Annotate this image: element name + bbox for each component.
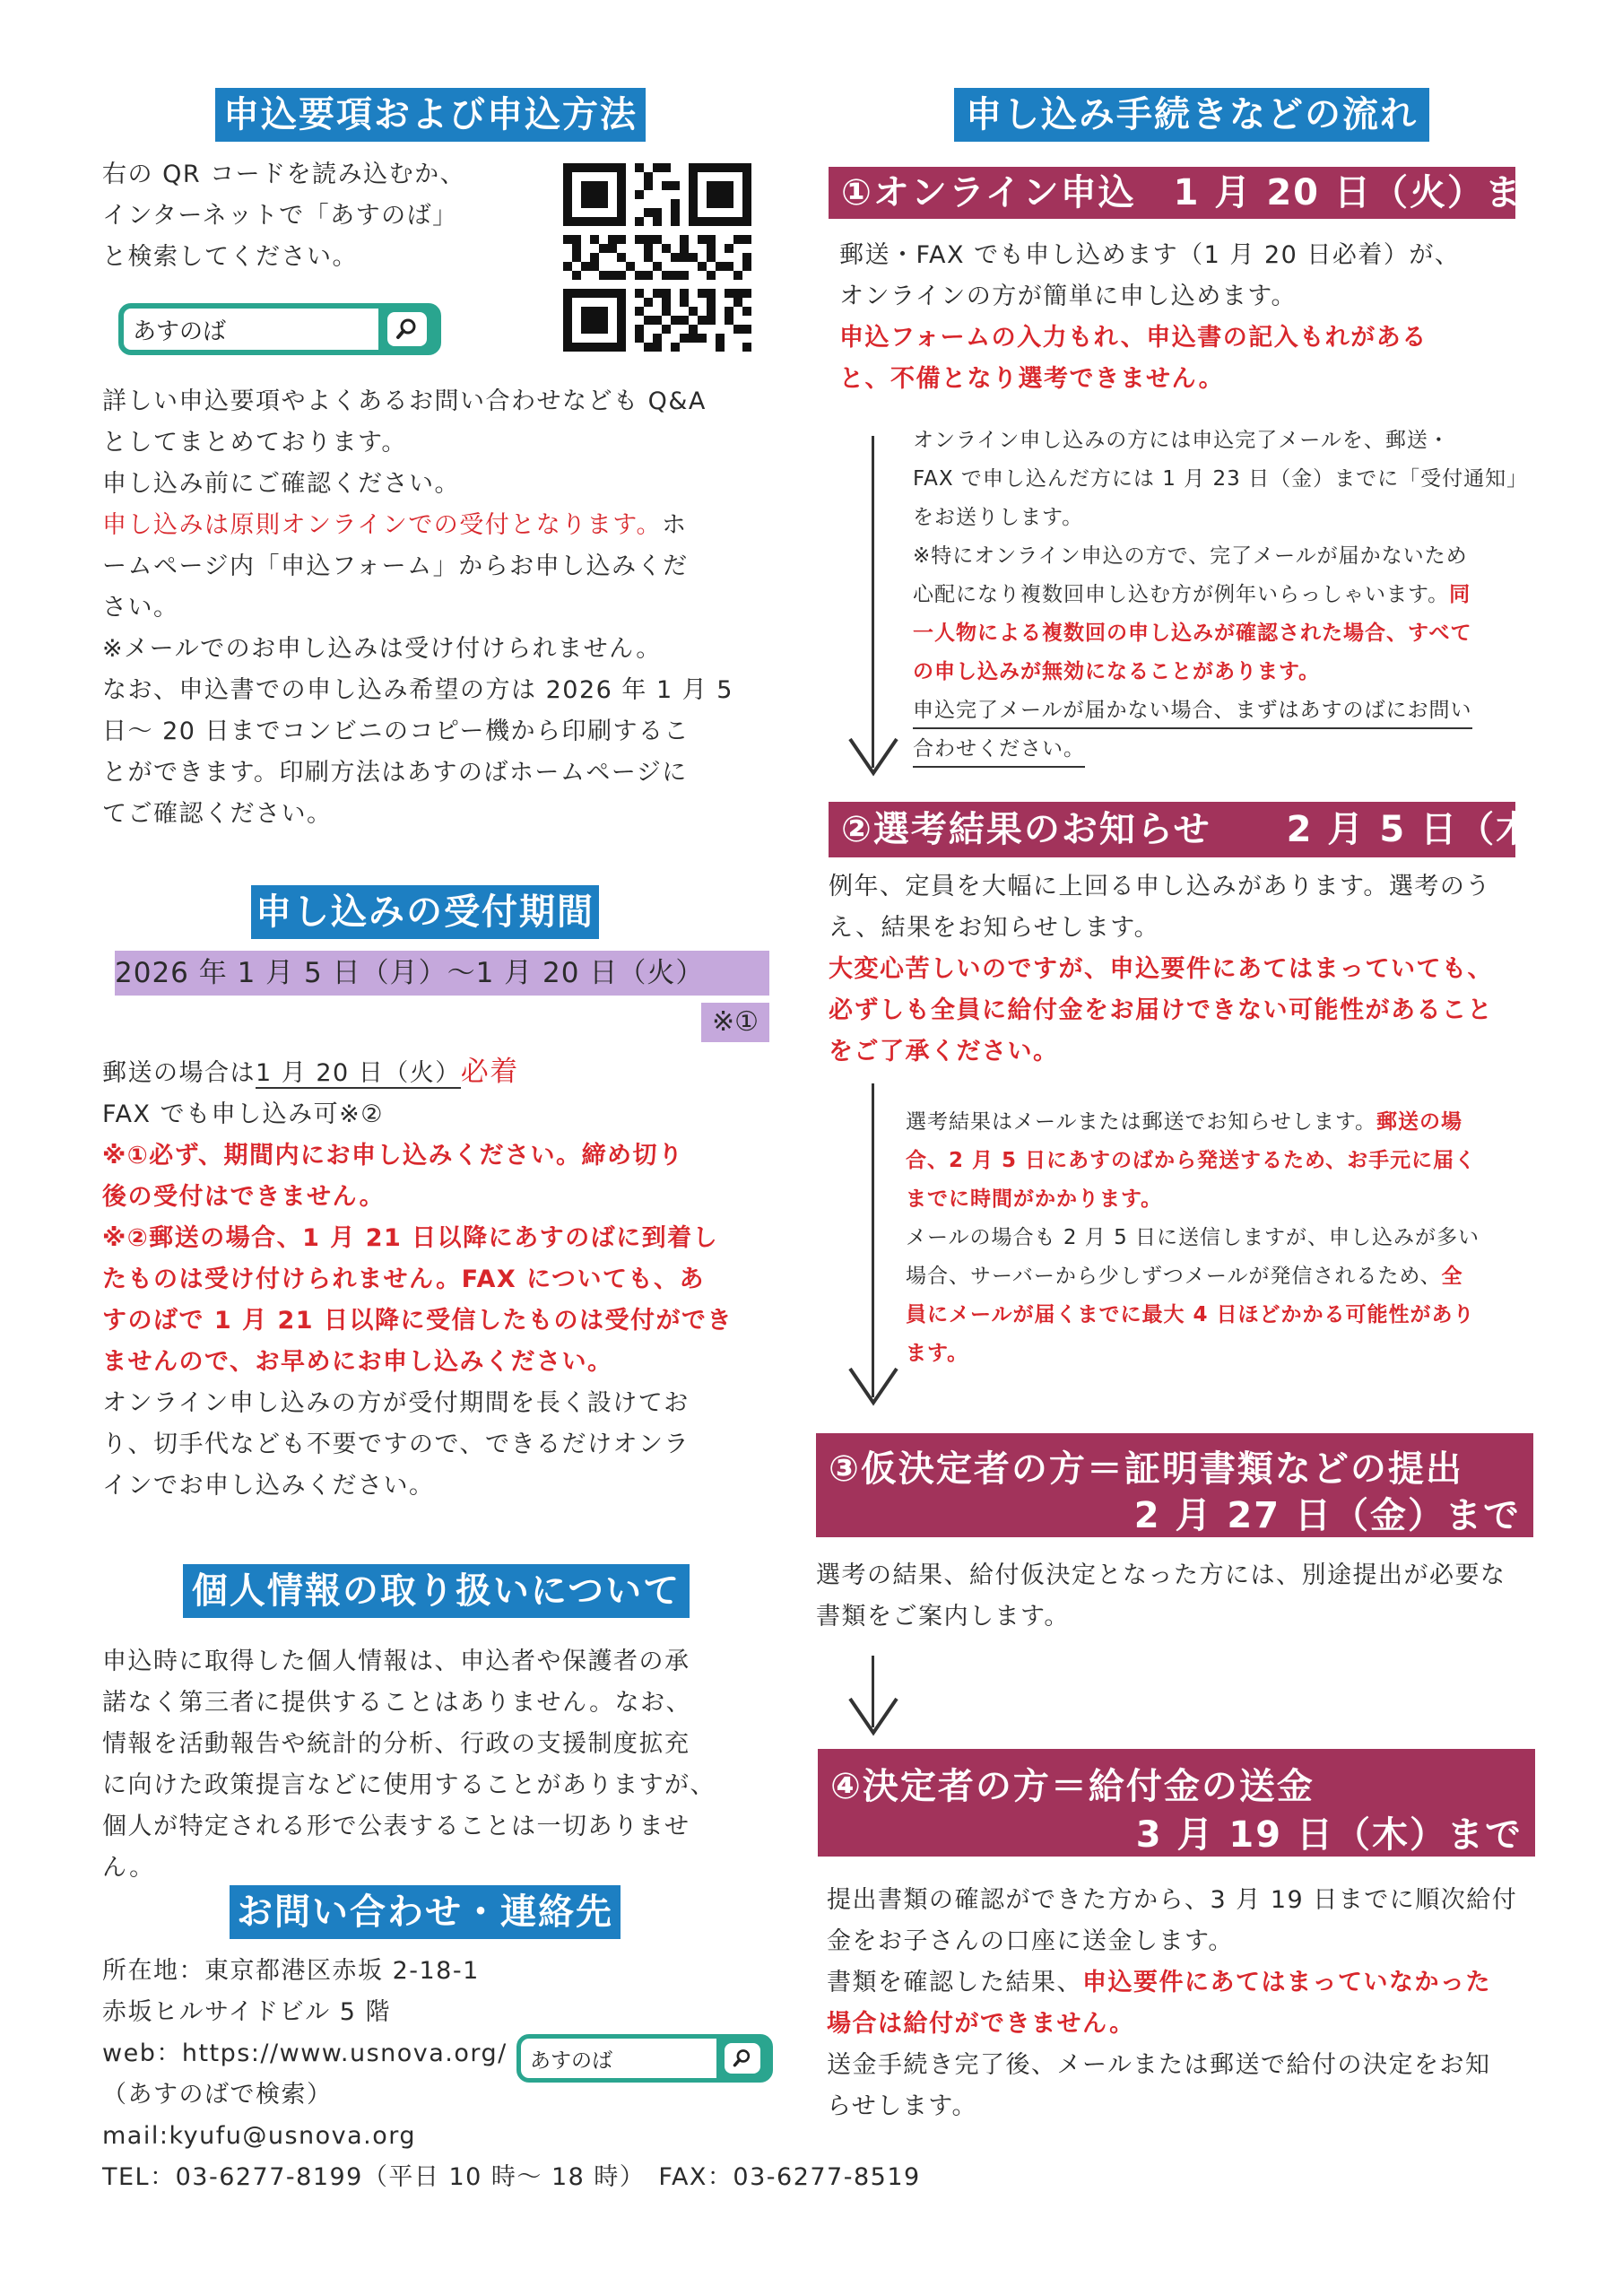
arrow-line [872, 436, 874, 768]
step4-text: 提出書類の確認ができた方から、3 月 19 日までに順次給付 金をお子さんの口座に送金します。 書類を確認した結果、申込要件にあてはまっていなかった 場合は給付ができません。 送金手続き完了後、メールまたは郵送で給付の決定をお知 らせします。 [827, 1886, 1518, 2120]
step2-text: 例年、定員を大幅に上回る申し込みがあります。選考のう え、結果をお知らせします。 大変心苦しいのですが、申込要件にあてはまっていても、 必ずしも全員に給付金をお届けできない可能性があること をご了承ください。 [829, 873, 1493, 1065]
heading-contact: お問い合わせ・連絡先 [230, 1885, 621, 1939]
search-button-contact[interactable] [716, 2039, 768, 2078]
step3-title: ③仮決定者の方＝証明書類などの提出 [829, 1448, 1463, 1490]
heading-application-method: 申込要項および申込方法 [215, 88, 646, 142]
step4-deadline: 3 月 19 日（木）まで [1135, 1814, 1523, 1856]
period-dates: 2026 年 1 月 5 日（月）～1 月 20 日（火） [115, 951, 769, 996]
step2-notes: 選考結果はメールまたは郵送でお知らせします。郵送の場 合、2 月 5 日にあすのばから発送するため、お手元に届く までに時間がかかります。 メールの場合も 2 月 5 日に送信しますが、申し込みが多い 場合、サーバーから少しずつメールが発信されるため、全 員にメールが届くまでに最大 4 日ほどかかる可能性があり ます。 [906, 1110, 1480, 1365]
heading-period: 申し込みの受付期間 [251, 885, 599, 939]
privacy-text: 申込時に取得した個人情報は、申込者や保護者の承 諾なく第三者に提供することはありません。なお、 情報を活動報告や統計的分析、行政の支援制度拡充 に向けた政策提言などに使用することがありますが、 個人が特定される形で公表することは一切ありませ ん。 [102, 1648, 716, 1882]
paragraph-qa: 詳しい申込要項やよくあるお問い合わせなども Q&A としてまとめております。 申し込み前にご確認ください。 申し込みは原則オンラインでの受付となります。ホ ームページ内「申込フォーム」からお申し込みくだ さい。 ※メールでのお申し込みは受け付けられません。 なお、申込書での申し込み希望の方は 2026 年 1 月 5 日～ 20 日までコンビニのコピー機から印刷するこ とができます。印刷方法はあすのばホームページに てご確認ください。 [102, 387, 733, 828]
intro-text: 右の QR コードを読み込むか、 インターネットで「あすのば」 と検索してください。 [102, 161, 466, 271]
heading-flow: 申し込み手続きなどの流れ [954, 88, 1429, 142]
search-button[interactable] [378, 309, 436, 350]
heading-privacy: 個人情報の取り扱いについて [183, 1564, 690, 1618]
step3-text: 選考の結果、給付仮決定となった方には、別途提出が必要な 書類をご案内します。 [816, 1561, 1506, 1631]
step1-text: 郵送・FAX でも申し込めます（1 月 20 日必着）が、 オンラインの方が簡単に申し込めます。 申込フォームの入力もれ、申込書の記入もれがある と、不備となり選考できません。 [839, 241, 1461, 393]
step2-header: ②選考結果のお知らせ 2 月 5 日（木） [829, 802, 1515, 857]
arrow-down-icon [846, 1695, 900, 1738]
search-text-contact: あすのば [530, 2048, 612, 2073]
step4-title: ④決定者の方＝給付金の送金 [830, 1766, 1315, 1807]
arrow-line [872, 1083, 874, 1397]
search-box[interactable] [118, 303, 441, 355]
step4-header [818, 1749, 1535, 1857]
arrow-down-icon [846, 735, 900, 778]
search-text: あすのば [133, 317, 227, 345]
step1-header: ①オンライン申込 1 月 20 日（火）まで [829, 167, 1515, 219]
step1-notes: オンライン申し込みの方には申込完了メールを、郵送・ FAX で申し込んだ方には 1 月 23 日（金）までに「受付通知」 をお送りします。 ※特にオンライン申込の方で、完了メールが届かないため 心配になり複数回申し込む方が例年いらっしゃいます。同 一人物による複数回の申し込みが確認された場合、すべて の申し込みが無効になることがあります。 申込完了メールが届かない場合、まずはあすのばにお問い 合わせください。 [913, 422, 1528, 769]
search-icon [732, 2048, 753, 2069]
step3-header [816, 1433, 1533, 1537]
step3-deadline: 2 月 27 日（金）まで [1133, 1495, 1521, 1536]
search-box-contact[interactable] [516, 2034, 773, 2083]
contact-info: 所在地：東京都港区赤坂 2-18-1 赤坂ヒルサイドビル 5 階 web：https://www.usnova.org/ （あすのばで検索） mail:kyufu@usnova.org TEL：03-6277-8199（平日 10 時～ 18 時） FAX：03-6277-8519 [102, 1957, 921, 2191]
period-note: ※① [701, 1003, 769, 1042]
qr-code-icon [563, 163, 751, 352]
arrow-down-icon [846, 1365, 900, 1408]
period-details: 郵送の場合は1 月 20 日（火）必着 FAX でも申し込み可※② ※①必ず、期間内にお申し込みください。締め切り 後の受付はできません。 ※②郵送の場合、1 月 21 日以降にあすのばに到着し たものは受け付けられません。FAX についても、あ すのばで 1 月 21 日以降に受信したものは受付ができ ませんので、お早めにお申し込みください。 オンライン申し込みの方が受付期間を長く設けてお り、切手代なども不要ですので、できるだけオンラ インでお申し込みください。 [102, 1056, 733, 1500]
search-icon [395, 317, 420, 342]
